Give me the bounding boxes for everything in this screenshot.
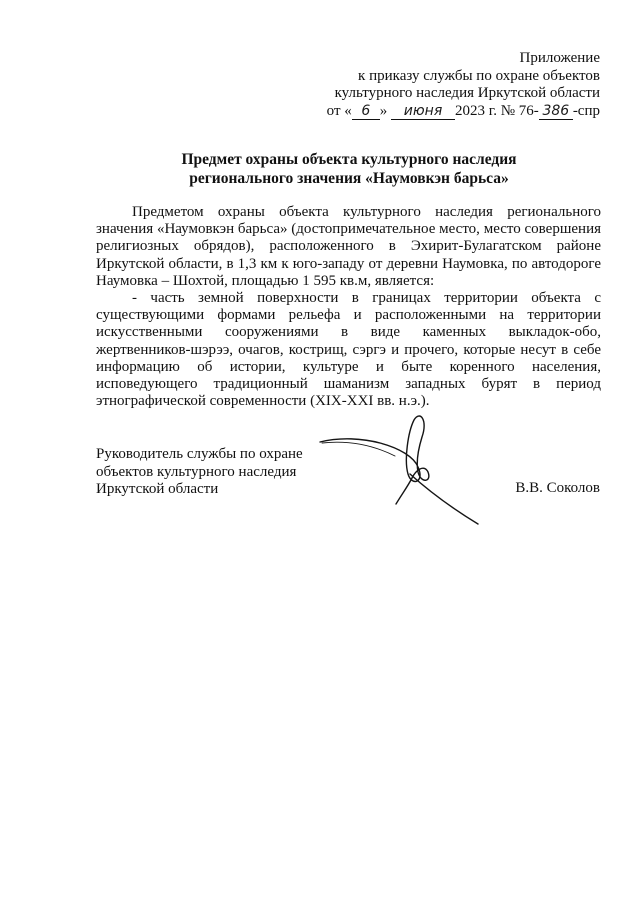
month-blank [391, 104, 455, 120]
year-number-prefix: 2023 г. № 76- [455, 102, 539, 119]
document-title [0, 150, 640, 188]
signatory-line-1: Руководитель службы по охране [96, 446, 303, 462]
body-paragraph-2: - часть земной поверхности в границах территории объекта с существующими формами рельефа и расположенными на территории искусственными сооружениями в виде каменных выкладок-обо, жертвенников-шэрээ, очагов, кострищ, сэргэ и прочего, которые несут в себе информацию об истории, культуре и быте коренного населения, исповедующего традиционный шаманизм западных бурят в период этнографической современности (XIX-XXI вв. н.э.). [96, 290, 601, 410]
number-handwritten: 386 [542, 102, 570, 119]
date-prefix: от « [326, 102, 352, 119]
appendix-label: Приложение [519, 50, 600, 66]
appendix-header [327, 50, 600, 120]
day-handwritten: 6 [361, 102, 371, 119]
body-paragraph-1: Предметом охраны объекта культурного наследия регионального значения «Наумовкэн барьса» (достопримечательное место, место совершения религиозных обрядов), расположенного в Эхирит-Булагатском районе Иркутской области, в 1,3 км к юго-западу от деревни Наумовка, по автодороге Наумовка – Шохтой, площадью 1 595 кв.м, является: [96, 204, 601, 289]
signatory-line-2: объектов культурного наследия [96, 463, 297, 480]
order-reference-line1: к приказу службы по охране объектов [358, 67, 600, 84]
title-line-2: регионального значения «Наумовкэн барьса» [189, 170, 509, 187]
order-date-line [327, 103, 600, 121]
number-suffix: -спр [572, 102, 600, 119]
signatory-position [96, 446, 303, 499]
title-line-1: Предмет охраны объекта культурного наследия [181, 151, 517, 168]
handwritten-signature-icon [300, 412, 500, 532]
month-handwritten: июня [403, 102, 443, 119]
date-quote-close: » [379, 102, 388, 119]
document-body [96, 204, 601, 410]
signatory-name: В.В. Соколов [515, 480, 600, 496]
day-blank [352, 104, 380, 120]
signatory-line-3: Иркутской области [96, 481, 219, 497]
number-blank [539, 104, 573, 120]
order-reference-line2: культурного наследия Иркутской области [334, 85, 600, 101]
